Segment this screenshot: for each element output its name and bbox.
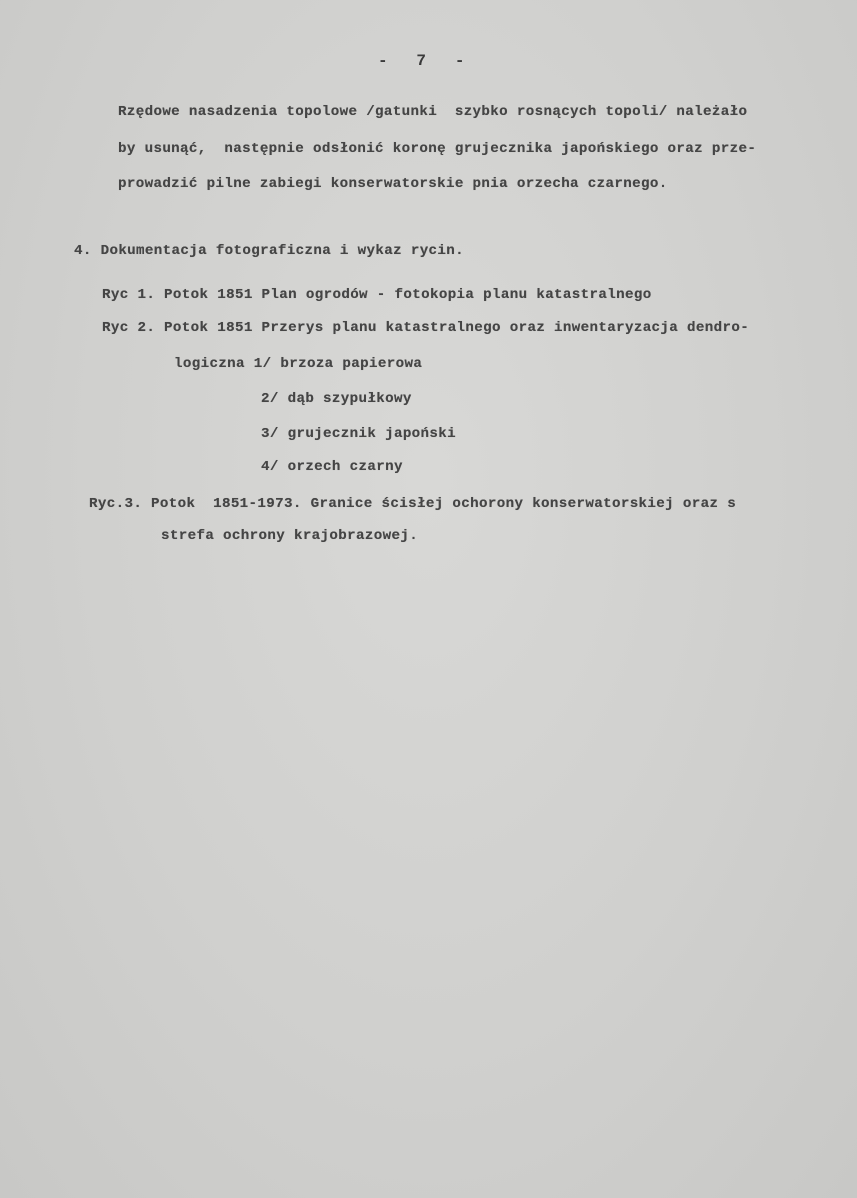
paragraph-line-2: by usunąć, następnie odsłonić koronę grujecznika japońskiego oraz prze- <box>118 141 757 157</box>
figure-caption-2-line-1: Ryc 2. Potok 1851 Przerys planu katastralnego oraz inwentaryzacja dendro- <box>102 320 750 336</box>
figure-caption-2-item: 3/ grujecznik japoński <box>261 426 457 442</box>
figure-caption-3-line-2: strefa ochrony krajobrazowej. <box>161 528 419 544</box>
paragraph-line-1: Rzędowe nasadzenia topolowe /gatunki szybko rosnących topoli/ należało <box>118 104 748 120</box>
figure-caption-2-line-2: logiczna 1/ brzoza papierowa <box>174 356 423 372</box>
figure-caption-2-item: 2/ dąb szypułkowy <box>261 391 412 407</box>
figure-caption-3-line-1: Ryc.3. Potok 1851-1973. Granice ścisłej ochorony konserwatorskiej oraz s <box>89 496 737 512</box>
figure-caption-2-item: 4/ orzech czarny <box>261 459 403 475</box>
figure-caption-1: Ryc 1. Potok 1851 Plan ogrodów - fotokopia planu katastralnego <box>102 287 652 303</box>
section-heading: 4. Dokumentacja fotograficzna i wykaz rycin. <box>74 243 465 259</box>
paragraph-line-3: prowadzić pilne zabiegi konserwatorskie pnia orzecha czarnego. <box>118 176 668 192</box>
page-number: - 7 - <box>378 52 465 70</box>
